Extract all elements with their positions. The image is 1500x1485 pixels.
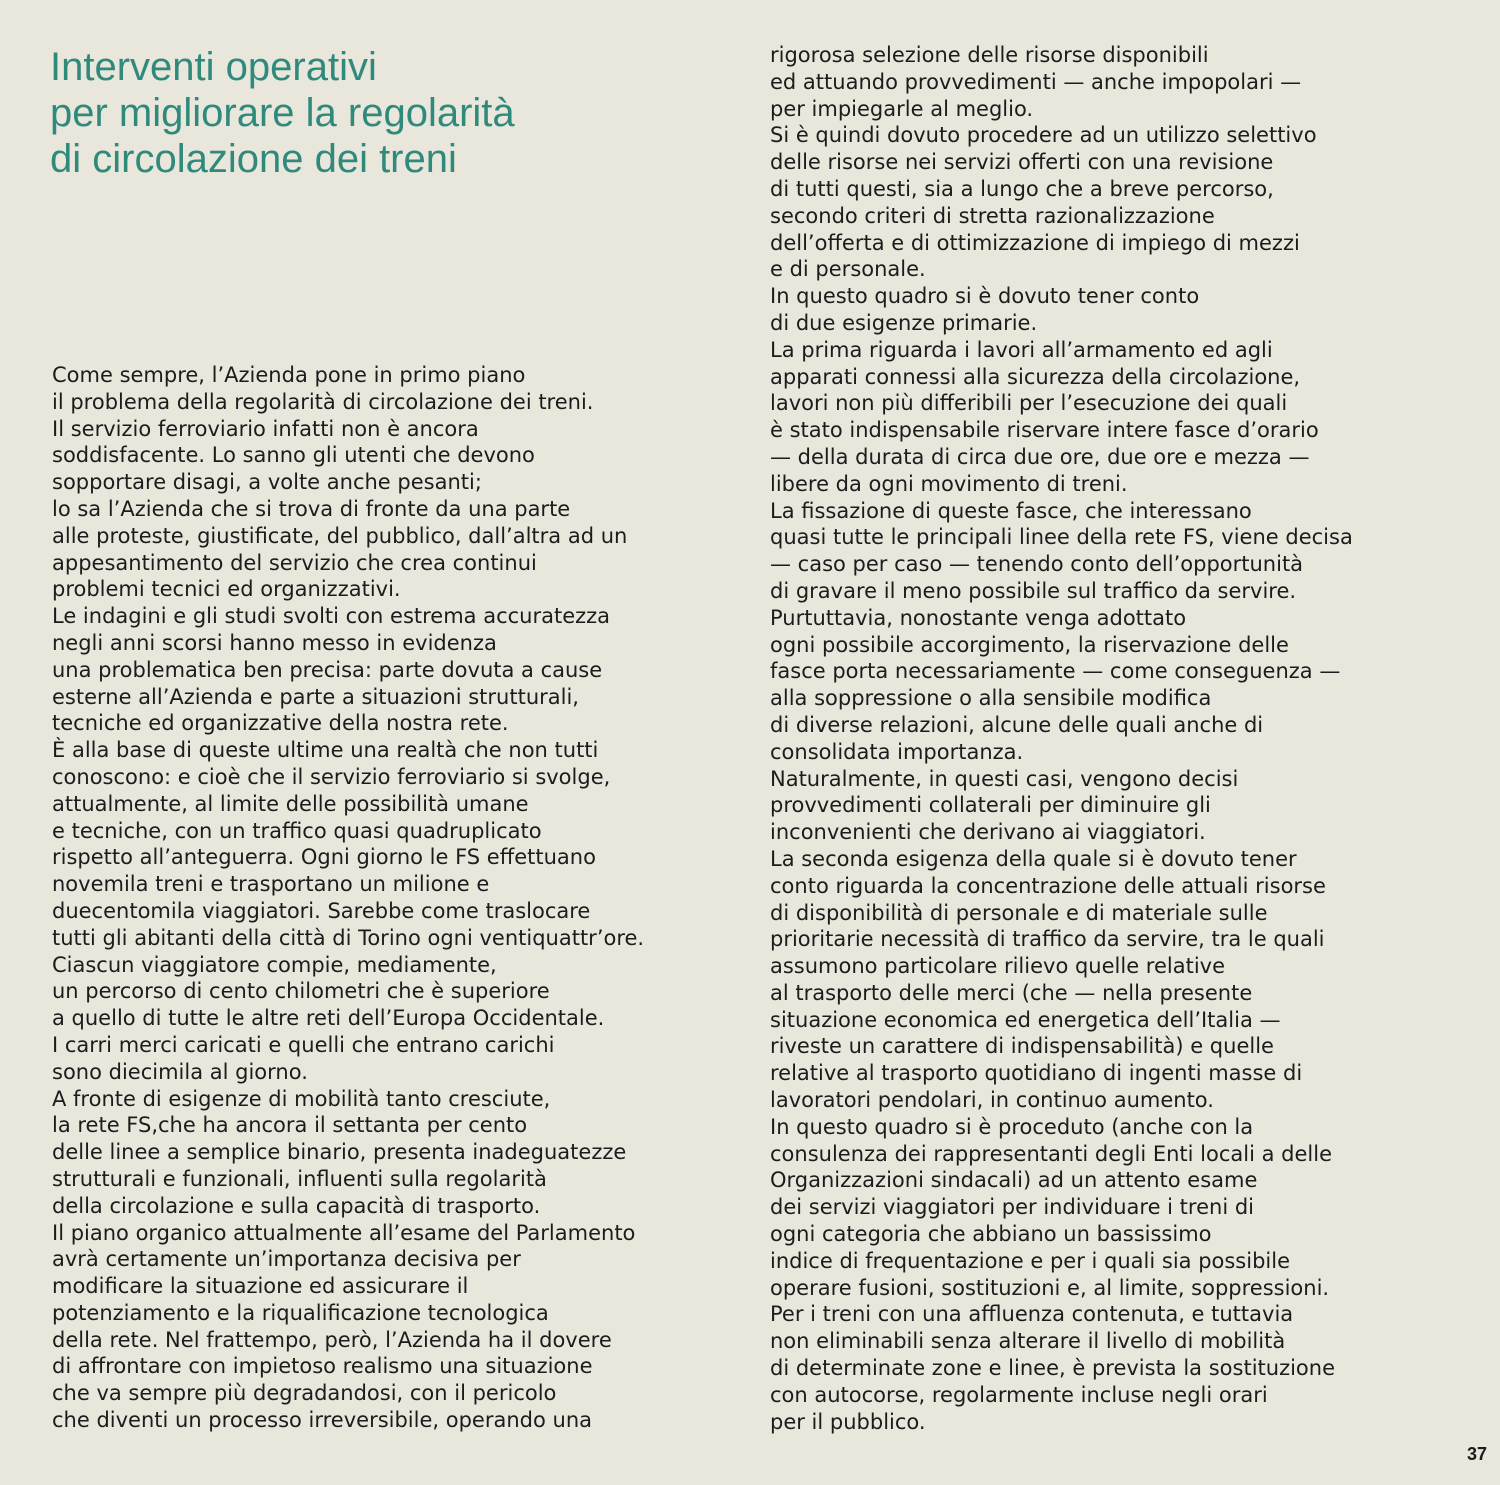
- text-line: Come sempre, l’Azienda pone in primo piano: [52, 363, 526, 387]
- text-line: apparati connessi alla sicurezza della circolazione,: [770, 364, 1301, 389]
- text-line: — della durata di circa due ore, due ore e mezza —: [770, 444, 1310, 469]
- text-line: il problema della regolarità di circolazione dei treni.: [52, 389, 594, 414]
- text-line: — caso per caso — tenendo conto dell’opportunità: [770, 552, 1304, 577]
- text-line: Il piano organico attualmente all’esame del Parlamento: [52, 1220, 636, 1245]
- text-line: relative al trasporto quotidiano di ingenti masse di: [770, 1061, 1303, 1086]
- text-line: alle proteste, giustificate, del pubblico, dall’altra ad un: [52, 523, 628, 548]
- text-line: Si è quindi dovuto procedere ad un utilizzo selettivo: [770, 123, 1317, 148]
- text-line: la rete FS,che ha ancora il settanta per cento: [52, 1113, 528, 1138]
- text-line: problemi tecnici ed organizzativi.: [52, 577, 401, 602]
- text-line: Il servizio ferroviario infatti non è ancora: [52, 416, 479, 441]
- text-line: della circolazione e sulla capacità di trasporto.: [52, 1193, 541, 1218]
- text-line: tecniche ed organizzative della nostra rete.: [52, 711, 509, 736]
- text-line: di gravare il meno possibile sul traffico da servire.: [770, 578, 1297, 603]
- text-line: secondo criteri di stretta razionalizzazione: [770, 203, 1215, 228]
- text-line: tutti gli abitanti della città di Torino ogni ventiquattr’ore.: [52, 925, 645, 950]
- text-line: un percorso di cento chilometri che è superiore: [52, 979, 550, 1004]
- title-line: Interventi operativi: [50, 45, 377, 89]
- text-line: lavori non più differibili per l’esecuzione dei quali: [770, 391, 1288, 416]
- text-line: inconvenienti che derivano ai viaggiatori.: [770, 820, 1206, 845]
- text-line: delle linee a semplice binario, presenta inadeguatezze: [52, 1140, 627, 1165]
- text-line: lo sa l’Azienda che si trova di fronte da una parte: [52, 496, 571, 521]
- text-line: dell’offerta e di ottimizzazione di impiego di mezzi: [770, 230, 1300, 255]
- text-line: rigorosa selezione delle risorse disponibili: [770, 43, 1209, 67]
- text-line: rispetto all’anteguerra. Ogni giorno le FS effettuano: [52, 845, 596, 870]
- text-line: di tutti questi, sia a lungo che a breve percorso,: [770, 176, 1274, 201]
- text-line: modificare la situazione ed assicurare il: [52, 1274, 469, 1299]
- page-number: 37: [1467, 1444, 1488, 1464]
- text-line: a quello di tutte le altre reti dell’Europa Occidentale.: [52, 1006, 605, 1031]
- text-line: una problematica ben precisa: parte dovuta a cause: [52, 657, 603, 682]
- text-line: è stato indispensabile riservare intere fasce d’orario: [770, 418, 1319, 443]
- text-line: In questo quadro si è dovuto tener conto: [770, 284, 1200, 309]
- text-line: per il pubblico.: [770, 1409, 926, 1434]
- text-line: lavoratori pendolari, in continuo aumento.: [770, 1088, 1214, 1113]
- text-line: della rete. Nel frattempo, però, l’Azienda ha il dovere: [52, 1327, 612, 1352]
- text-line: situazione economica ed energetica dell’Italia —: [770, 1007, 1281, 1032]
- text-line: La prima riguarda i lavori all’armamento ed agli: [770, 337, 1273, 362]
- text-line: ogni possibile accorgimento, la riservazione delle: [770, 632, 1289, 657]
- text-line: e di personale.: [770, 257, 926, 282]
- text-line: delle risorse nei servizi offerti con una revisione: [770, 150, 1274, 175]
- text-line: sopportare disagi, a volte anche pesanti;: [52, 470, 482, 495]
- text-line: Naturalmente, in questi casi, vengono decisi: [770, 766, 1239, 791]
- text-line: Organizzazioni sindacali) ad un attento esame: [770, 1168, 1258, 1193]
- text-line: riveste un carattere di indispensabilità) e quelle: [770, 1034, 1274, 1059]
- text-line: potenziamento e la riqualificazione tecnologica: [52, 1300, 549, 1325]
- text-line: A fronte di esigenze di mobilità tanto cresciute,: [52, 1086, 551, 1111]
- text-line: operare fusioni, sostituzioni e, al limite, soppressioni.: [770, 1275, 1330, 1300]
- text-line: di diverse relazioni, alcune delle quali anche di: [770, 712, 1264, 737]
- text-line: di due esigenze primarie.: [770, 310, 1038, 335]
- text-line: sono diecimila al giorno.: [52, 1059, 308, 1084]
- text-line: Ciascun viaggiatore compie, mediamente,: [52, 952, 497, 977]
- page-title: [50, 44, 515, 182]
- text-line: quasi tutte le principali linee della rete FS, viene decisa: [770, 525, 1353, 550]
- right-text-column: [770, 42, 1440, 1435]
- text-line: che va sempre più degradandosi, con il pericolo: [52, 1381, 557, 1406]
- text-line: che diventi un processo irreversibile, operando una: [52, 1408, 593, 1433]
- text-line: per impiegarle al meglio.: [770, 96, 1034, 121]
- text-line: Le indagini e gli studi svolti con estrema accuratezza: [52, 604, 611, 629]
- text-line: Purtuttavia, nonostante venga adottato: [770, 605, 1187, 630]
- text-line: consolidata importanza.: [770, 739, 1024, 764]
- text-line: dei servizi viaggiatori per individuare i treni di: [770, 1195, 1254, 1220]
- text-line: I carri merci caricati e quelli che entrano carichi: [52, 1032, 555, 1057]
- text-line: alla soppressione o alla sensibile modifica: [770, 686, 1212, 711]
- text-line: In questo quadro si è proceduto (anche con la: [770, 1114, 1254, 1139]
- text-line: soddisfacente. Lo sanno gli utenti che devono: [52, 443, 535, 468]
- text-line: indice di frequentazione e per i quali sia possibile: [770, 1248, 1291, 1273]
- text-line: provvedimenti collaterali per diminuire gli: [770, 793, 1211, 818]
- text-line: di determinate zone e linee, è prevista la sostituzione: [770, 1356, 1336, 1381]
- text-line: ogni categoria che abbiano un bassissimo: [770, 1222, 1212, 1247]
- text-line: conoscono: e cioè che il servizio ferroviario si svolge,: [52, 764, 611, 789]
- text-line: di affrontare con impietoso realismo una situazione: [52, 1354, 593, 1379]
- text-line: negli anni scorsi hanno messo in evidenza: [52, 630, 497, 655]
- text-line: consulenza dei rappresentanti degli Enti locali a delle: [770, 1141, 1332, 1166]
- left-text-column: [52, 362, 712, 1434]
- text-line: con autocorse, regolarmente incluse negli orari: [770, 1382, 1268, 1407]
- title-line: per migliorare la regolarità: [50, 91, 515, 135]
- text-line: conto riguarda la concentrazione delle attuali risorse: [770, 873, 1326, 898]
- text-line: fasce porta necessariamente — come conseguenza —: [770, 659, 1341, 684]
- text-line: assumono particolare rilievo quelle relative: [770, 954, 1226, 979]
- text-line: libere da ogni movimento di treni.: [770, 471, 1128, 496]
- text-line: e tecniche, con un traffico quasi quadruplicato: [52, 818, 542, 843]
- text-line: esterne all’Azienda e parte a situazioni strutturali,: [52, 684, 579, 709]
- text-line: duecentomila viaggiatori. Sarebbe come traslocare: [52, 898, 591, 923]
- text-line: strutturali e funzionali, influenti sulla regolarità: [52, 1166, 547, 1191]
- text-line: La seconda esigenza della quale si è dovuto tener: [770, 846, 1297, 871]
- text-line: avrà certamente un’importanza decisiva per: [52, 1247, 521, 1272]
- title-line: di circolazione dei treni: [50, 137, 457, 181]
- text-line: al trasporto delle merci (che — nella presente: [770, 980, 1253, 1005]
- text-line: La fissazione di queste fasce, che interessano: [770, 498, 1252, 523]
- text-line: novemila treni e trasportano un milione e: [52, 872, 490, 897]
- text-line: È alla base di queste ultime una realtà che non tutti: [52, 738, 599, 763]
- text-line: di disponibilità di personale e di materiale sulle: [770, 900, 1268, 925]
- text-line: non eliminabili senza alterare il livello di mobilità: [770, 1329, 1286, 1354]
- text-line: Per i treni con una affluenza contenuta, e tuttavia: [770, 1302, 1294, 1327]
- text-line: attualmente, al limite delle possibilità umane: [52, 791, 529, 816]
- text-line: prioritarie necessità di traffico da servire, tra le quali: [770, 927, 1325, 952]
- text-line: ed attuando provvedimenti — anche impopolari —: [770, 69, 1302, 94]
- text-line: appesantimento del servizio che crea continui: [52, 550, 537, 575]
